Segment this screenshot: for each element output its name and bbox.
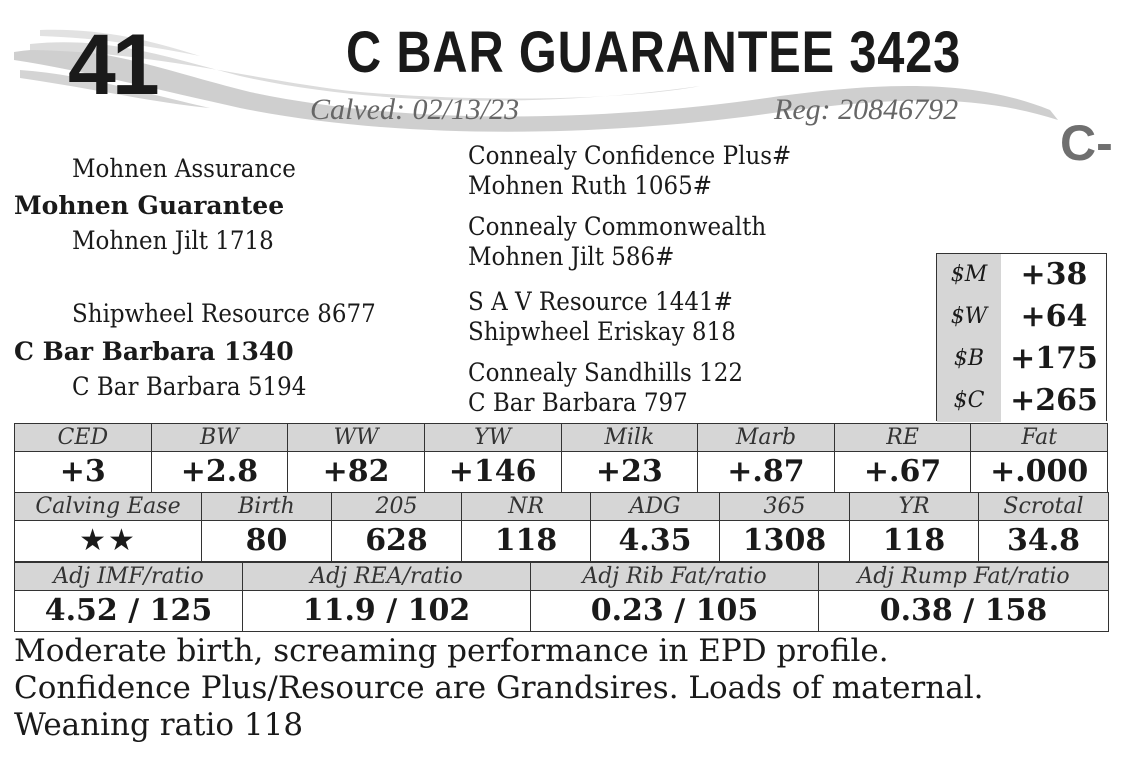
perf-label-scrotal: Scrotal	[979, 493, 1109, 521]
sire-dam-dam: Mohnen Jilt 586#	[468, 242, 675, 271]
epd-label-bw: BW	[151, 424, 288, 452]
lot-number: 41	[68, 17, 156, 113]
dollar-label-w: $W	[937, 296, 1001, 338]
epd-label-ww: WW	[288, 424, 425, 452]
dam-dam-sire: Connealy Sandhills 122	[468, 358, 743, 387]
registration-number: Reg: 20846792	[774, 93, 959, 126]
dam: C Bar Barbara 1340	[14, 337, 294, 366]
dollar-value-m: +38	[1020, 257, 1088, 292]
dollar-index-box	[936, 253, 1107, 421]
sire-dam-sire: Connealy Commonwealth	[468, 212, 767, 241]
dam-dam-dam: C Bar Barbara 797	[468, 388, 688, 417]
us-value-rump-fat: 0.38 / 158	[819, 591, 1109, 632]
epd-table	[14, 423, 1108, 493]
dollar-value-c: +265	[1010, 383, 1098, 418]
perf-value-yr: 118	[850, 521, 979, 562]
dollar-label-c: $C	[937, 380, 1001, 422]
dam-sire-dam: Shipwheel Eriskay 818	[468, 317, 736, 346]
animal-name: C BAR GUARANTEE 3423	[346, 20, 962, 85]
sire-dam: Mohnen Jilt 1718	[72, 226, 274, 255]
performance-value-row	[15, 521, 1109, 562]
perf-label-205: 205	[332, 493, 462, 521]
epd-label-fat: Fat	[971, 424, 1108, 452]
epd-label-ced: CED	[15, 424, 152, 452]
us-label-rump-fat: Adj Rump Fat/ratio	[819, 563, 1109, 591]
dollar-value-b: +175	[1010, 341, 1098, 376]
epd-label-marb: Marb	[698, 424, 835, 452]
performance-header-row	[15, 493, 1109, 521]
us-label-rea: Adj REA/ratio	[243, 563, 531, 591]
perf-value-scrotal: 34.8	[979, 521, 1109, 562]
epd-header-row	[15, 424, 1108, 452]
perf-label-365: 365	[720, 493, 850, 521]
calved-date: Calved: 02/13/23	[310, 93, 520, 126]
us-value-rea: 11.9 / 102	[243, 591, 531, 632]
dollar-label-m: $M	[937, 254, 1001, 296]
perf-value-365: 1308	[720, 521, 850, 562]
dam-sire: Shipwheel Resource 8677	[72, 299, 376, 328]
us-label-rib-fat: Adj Rib Fat/ratio	[531, 563, 819, 591]
dollar-label-b: $B	[937, 338, 1001, 380]
performance-table	[14, 492, 1109, 562]
us-value-imf: 4.52 / 125	[15, 591, 243, 632]
perf-label-calving-ease: Calving Ease	[15, 493, 202, 521]
epd-value-yw: +146	[424, 452, 561, 493]
dam-dam: C Bar Barbara 5194	[72, 372, 307, 401]
comment-line: Moderate birth, screaming performance in EPD profile.	[14, 633, 889, 669]
epd-value-bw: +2.8	[151, 452, 288, 493]
epd-label-yw: YW	[424, 424, 561, 452]
perf-label-birth: Birth	[202, 493, 332, 521]
perf-value-birth: 80	[202, 521, 332, 562]
sire-sire-sire: Connealy Confidence Plus#	[468, 141, 792, 170]
sire-sire: Mohnen Assurance	[72, 154, 296, 183]
comments	[14, 633, 1109, 744]
us-label-imf: Adj IMF/ratio	[15, 563, 243, 591]
epd-label-milk: Milk	[561, 424, 698, 452]
epd-value-fat: +.000	[971, 452, 1108, 493]
dollar-value-w: +64	[1020, 299, 1088, 334]
sire-sire-dam: Mohnen Ruth 1065#	[468, 171, 713, 200]
perf-label-yr: YR	[850, 493, 979, 521]
epd-value-ced: +3	[15, 452, 152, 493]
ultrasound-value-row	[15, 591, 1109, 632]
grade-badge: C-	[1060, 115, 1113, 171]
perf-label-nr: NR	[462, 493, 591, 521]
us-value-rib-fat: 0.23 / 105	[531, 591, 819, 632]
perf-value-205: 628	[332, 521, 462, 562]
epd-label-re: RE	[834, 424, 971, 452]
comment-line: Confidence Plus/Resource are Grandsires. Loads of maternal.	[14, 670, 984, 706]
ultrasound-table	[14, 562, 1109, 632]
comment-line: Weaning ratio 118	[14, 707, 304, 743]
ultrasound-header-row	[15, 563, 1109, 591]
sire: Mohnen Guarantee	[14, 191, 285, 220]
perf-label-adg: ADG	[591, 493, 720, 521]
perf-value-adg: 4.35	[591, 521, 720, 562]
calving-ease-stars: ★★	[15, 521, 202, 562]
epd-value-ww: +82	[288, 452, 425, 493]
epd-value-milk: +23	[561, 452, 698, 493]
epd-value-row	[15, 452, 1108, 493]
epd-value-re: +.67	[834, 452, 971, 493]
perf-value-nr: 118	[462, 521, 591, 562]
dam-sire-sire: S A V Resource 1441#	[468, 287, 733, 316]
epd-value-marb: +.87	[698, 452, 835, 493]
